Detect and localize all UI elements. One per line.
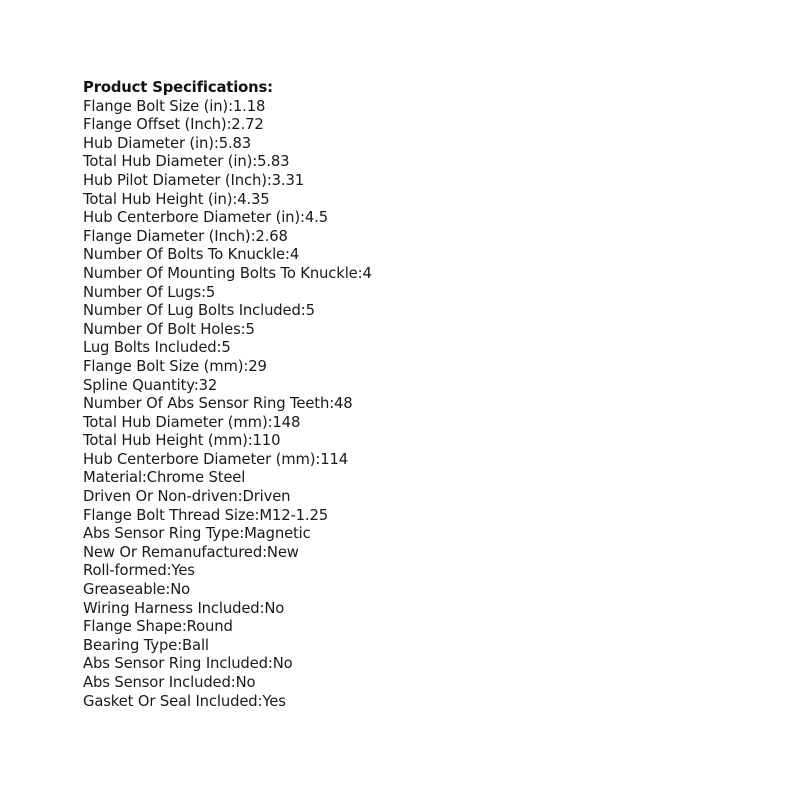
spec-label: Gasket Or Seal Included <box>83 692 258 710</box>
spec-row <box>83 377 372 396</box>
spec-value: 5.83 <box>257 153 290 171</box>
spec-label: Number Of Bolt Holes <box>83 320 241 338</box>
spec-row <box>83 395 372 414</box>
spec-label: Spline Quantity <box>83 376 194 394</box>
spec-label: Flange Bolt Size (in) <box>83 97 229 115</box>
spec-row <box>83 562 372 581</box>
spec-row <box>83 525 372 544</box>
spec-list <box>83 98 372 712</box>
spec-label: Abs Sensor Included <box>83 674 231 691</box>
spec-separator: : <box>257 692 263 710</box>
spec-row <box>83 358 372 377</box>
spec-label: Flange Bolt Thread Size <box>83 506 255 524</box>
spec-value: No <box>272 655 293 673</box>
spec-row <box>83 488 372 507</box>
spec-value: Magnetic <box>244 525 311 543</box>
spec-row <box>83 228 372 247</box>
spec-separator: : <box>237 488 243 506</box>
spec-value: 5 <box>305 302 315 320</box>
spec-label: Number Of Abs Sensor Ring Teeth <box>83 395 330 413</box>
spec-value: 5 <box>205 283 216 301</box>
spec-row <box>83 135 372 154</box>
spec-label: Flange Bolt Size (mm) <box>83 357 244 375</box>
spec-value: 5 <box>245 320 255 338</box>
spec-separator: : <box>181 618 187 636</box>
spec-separator: : <box>239 525 245 543</box>
spec-row <box>83 321 372 340</box>
spec-row <box>83 284 372 303</box>
spec-value: No <box>264 599 285 617</box>
spec-separator: : <box>226 116 232 134</box>
spec-label: Total Hub Height (in) <box>83 190 233 208</box>
spec-label: New Or Remanufactured <box>83 543 263 561</box>
spec-value: No <box>235 674 256 691</box>
spec-value: Driven <box>242 488 291 506</box>
spec-label: Flange Shape <box>83 618 182 636</box>
spec-separator: : <box>216 339 222 357</box>
spec-value: 2.72 <box>231 116 264 134</box>
spec-label: Total Hub Height (mm) <box>83 432 248 450</box>
spec-row <box>83 191 372 210</box>
spec-separator: : <box>193 376 199 394</box>
spec-separator: : <box>232 190 238 208</box>
spec-separator: : <box>228 97 233 115</box>
spec-row <box>83 693 372 712</box>
spec-row <box>83 674 372 693</box>
spec-row <box>83 581 372 600</box>
spec-label: Material <box>83 469 142 487</box>
spec-separator: : <box>262 543 267 561</box>
spec-separator: : <box>165 581 171 599</box>
spec-label: Abs Sensor Ring Type <box>83 525 240 543</box>
spec-value: No <box>170 581 191 599</box>
spec-separator: : <box>247 432 253 450</box>
spec-label: Roll-formed <box>83 562 167 580</box>
spec-row <box>83 98 372 117</box>
spec-separator: : <box>230 674 236 691</box>
spec-label: Hub Diameter (in) <box>83 134 214 152</box>
spec-row <box>83 302 372 321</box>
spec-separator: : <box>166 562 172 580</box>
spec-separator: : <box>300 209 305 227</box>
spec-label: Hub Centerbore Diameter (in) <box>83 209 301 227</box>
spec-separator: : <box>315 450 321 468</box>
spec-value: 4 <box>289 246 300 264</box>
spec-label: Abs Sensor Ring Included <box>83 655 268 673</box>
spec-separator: : <box>300 302 306 320</box>
spec-value: Ball <box>182 636 209 654</box>
spec-row <box>83 339 372 358</box>
spec-separator: : <box>254 506 260 524</box>
spec-separator: : <box>201 283 206 301</box>
spec-label: Total Hub Diameter (in) <box>83 153 253 171</box>
spec-label: Greaseable <box>83 581 166 599</box>
spec-row <box>83 153 372 172</box>
spec-value: Chrome Steel <box>146 469 246 487</box>
spec-label: Flange Offset (Inch) <box>83 116 227 134</box>
spec-separator: : <box>357 264 363 282</box>
spec-row <box>83 507 372 526</box>
spec-row <box>83 116 372 135</box>
spec-row <box>83 451 372 470</box>
spec-label: Hub Pilot Diameter (Inch) <box>83 171 267 189</box>
spec-separator: : <box>267 413 273 431</box>
spec-separator: : <box>266 171 272 189</box>
spec-value: 114 <box>320 450 349 468</box>
spec-value: 4.35 <box>237 190 270 208</box>
spec-label: Number Of Lugs <box>83 283 202 301</box>
spec-label: Flange Diameter (Inch) <box>83 227 251 245</box>
spec-label: Number Of Lug Bolts Included <box>83 302 301 320</box>
spec-value: 3.31 <box>271 171 305 189</box>
spec-separator: : <box>267 655 273 673</box>
spec-row <box>83 209 372 228</box>
spec-row <box>83 637 372 656</box>
spec-separator: : <box>141 469 147 487</box>
spec-value: 32 <box>198 376 218 394</box>
spec-separator: : <box>252 153 258 171</box>
specifications-title: Product Specifications: <box>83 79 273 96</box>
spec-value: 110 <box>252 432 281 450</box>
spec-separator: : <box>285 246 290 264</box>
spec-separator: : <box>240 320 246 338</box>
spec-label: Wiring Harness Included <box>83 599 260 617</box>
spec-value: 29 <box>248 357 267 375</box>
spec-label: Total Hub Diameter (mm) <box>83 413 268 431</box>
spec-value: 1.18 <box>232 97 266 115</box>
spec-label: Number Of Bolts To Knuckle <box>83 246 285 264</box>
spec-value: 5 <box>221 339 231 357</box>
spec-label: Lug Bolts Included <box>83 339 217 357</box>
spec-row <box>83 246 372 265</box>
spec-value: 5.83 <box>218 134 252 152</box>
spec-separator: : <box>250 227 256 245</box>
spec-value: 4.5 <box>304 209 328 227</box>
spec-separator: : <box>213 134 219 152</box>
spec-row <box>83 655 372 674</box>
spec-value: 2.68 <box>255 227 288 245</box>
spec-separator: : <box>243 357 249 375</box>
spec-row <box>83 600 372 619</box>
spec-row <box>83 544 372 563</box>
spec-value: Yes <box>262 692 286 710</box>
spec-value: 148 <box>272 413 301 431</box>
spec-value: New <box>266 543 299 561</box>
spec-label: Number Of Mounting Bolts To Knuckle <box>83 264 358 282</box>
spec-separator: : <box>177 636 183 654</box>
spec-label: Bearing Type <box>83 636 178 654</box>
spec-value: Round <box>186 618 233 636</box>
spec-row <box>83 172 372 191</box>
spec-separator: : <box>259 599 265 617</box>
spec-value: M12-1.25 <box>259 506 328 524</box>
product-specifications-section <box>83 79 372 711</box>
spec-row <box>83 265 372 284</box>
spec-value: Yes <box>171 562 195 580</box>
spec-row <box>83 432 372 451</box>
spec-value: 4 <box>362 264 372 282</box>
spec-label: Driven Or Non-driven <box>83 488 238 506</box>
spec-label: Hub Centerbore Diameter (mm) <box>83 450 316 468</box>
spec-row <box>83 414 372 433</box>
spec-value: 48 <box>334 395 353 413</box>
spec-separator: : <box>329 395 335 413</box>
spec-row <box>83 618 372 637</box>
spec-row <box>83 469 372 488</box>
